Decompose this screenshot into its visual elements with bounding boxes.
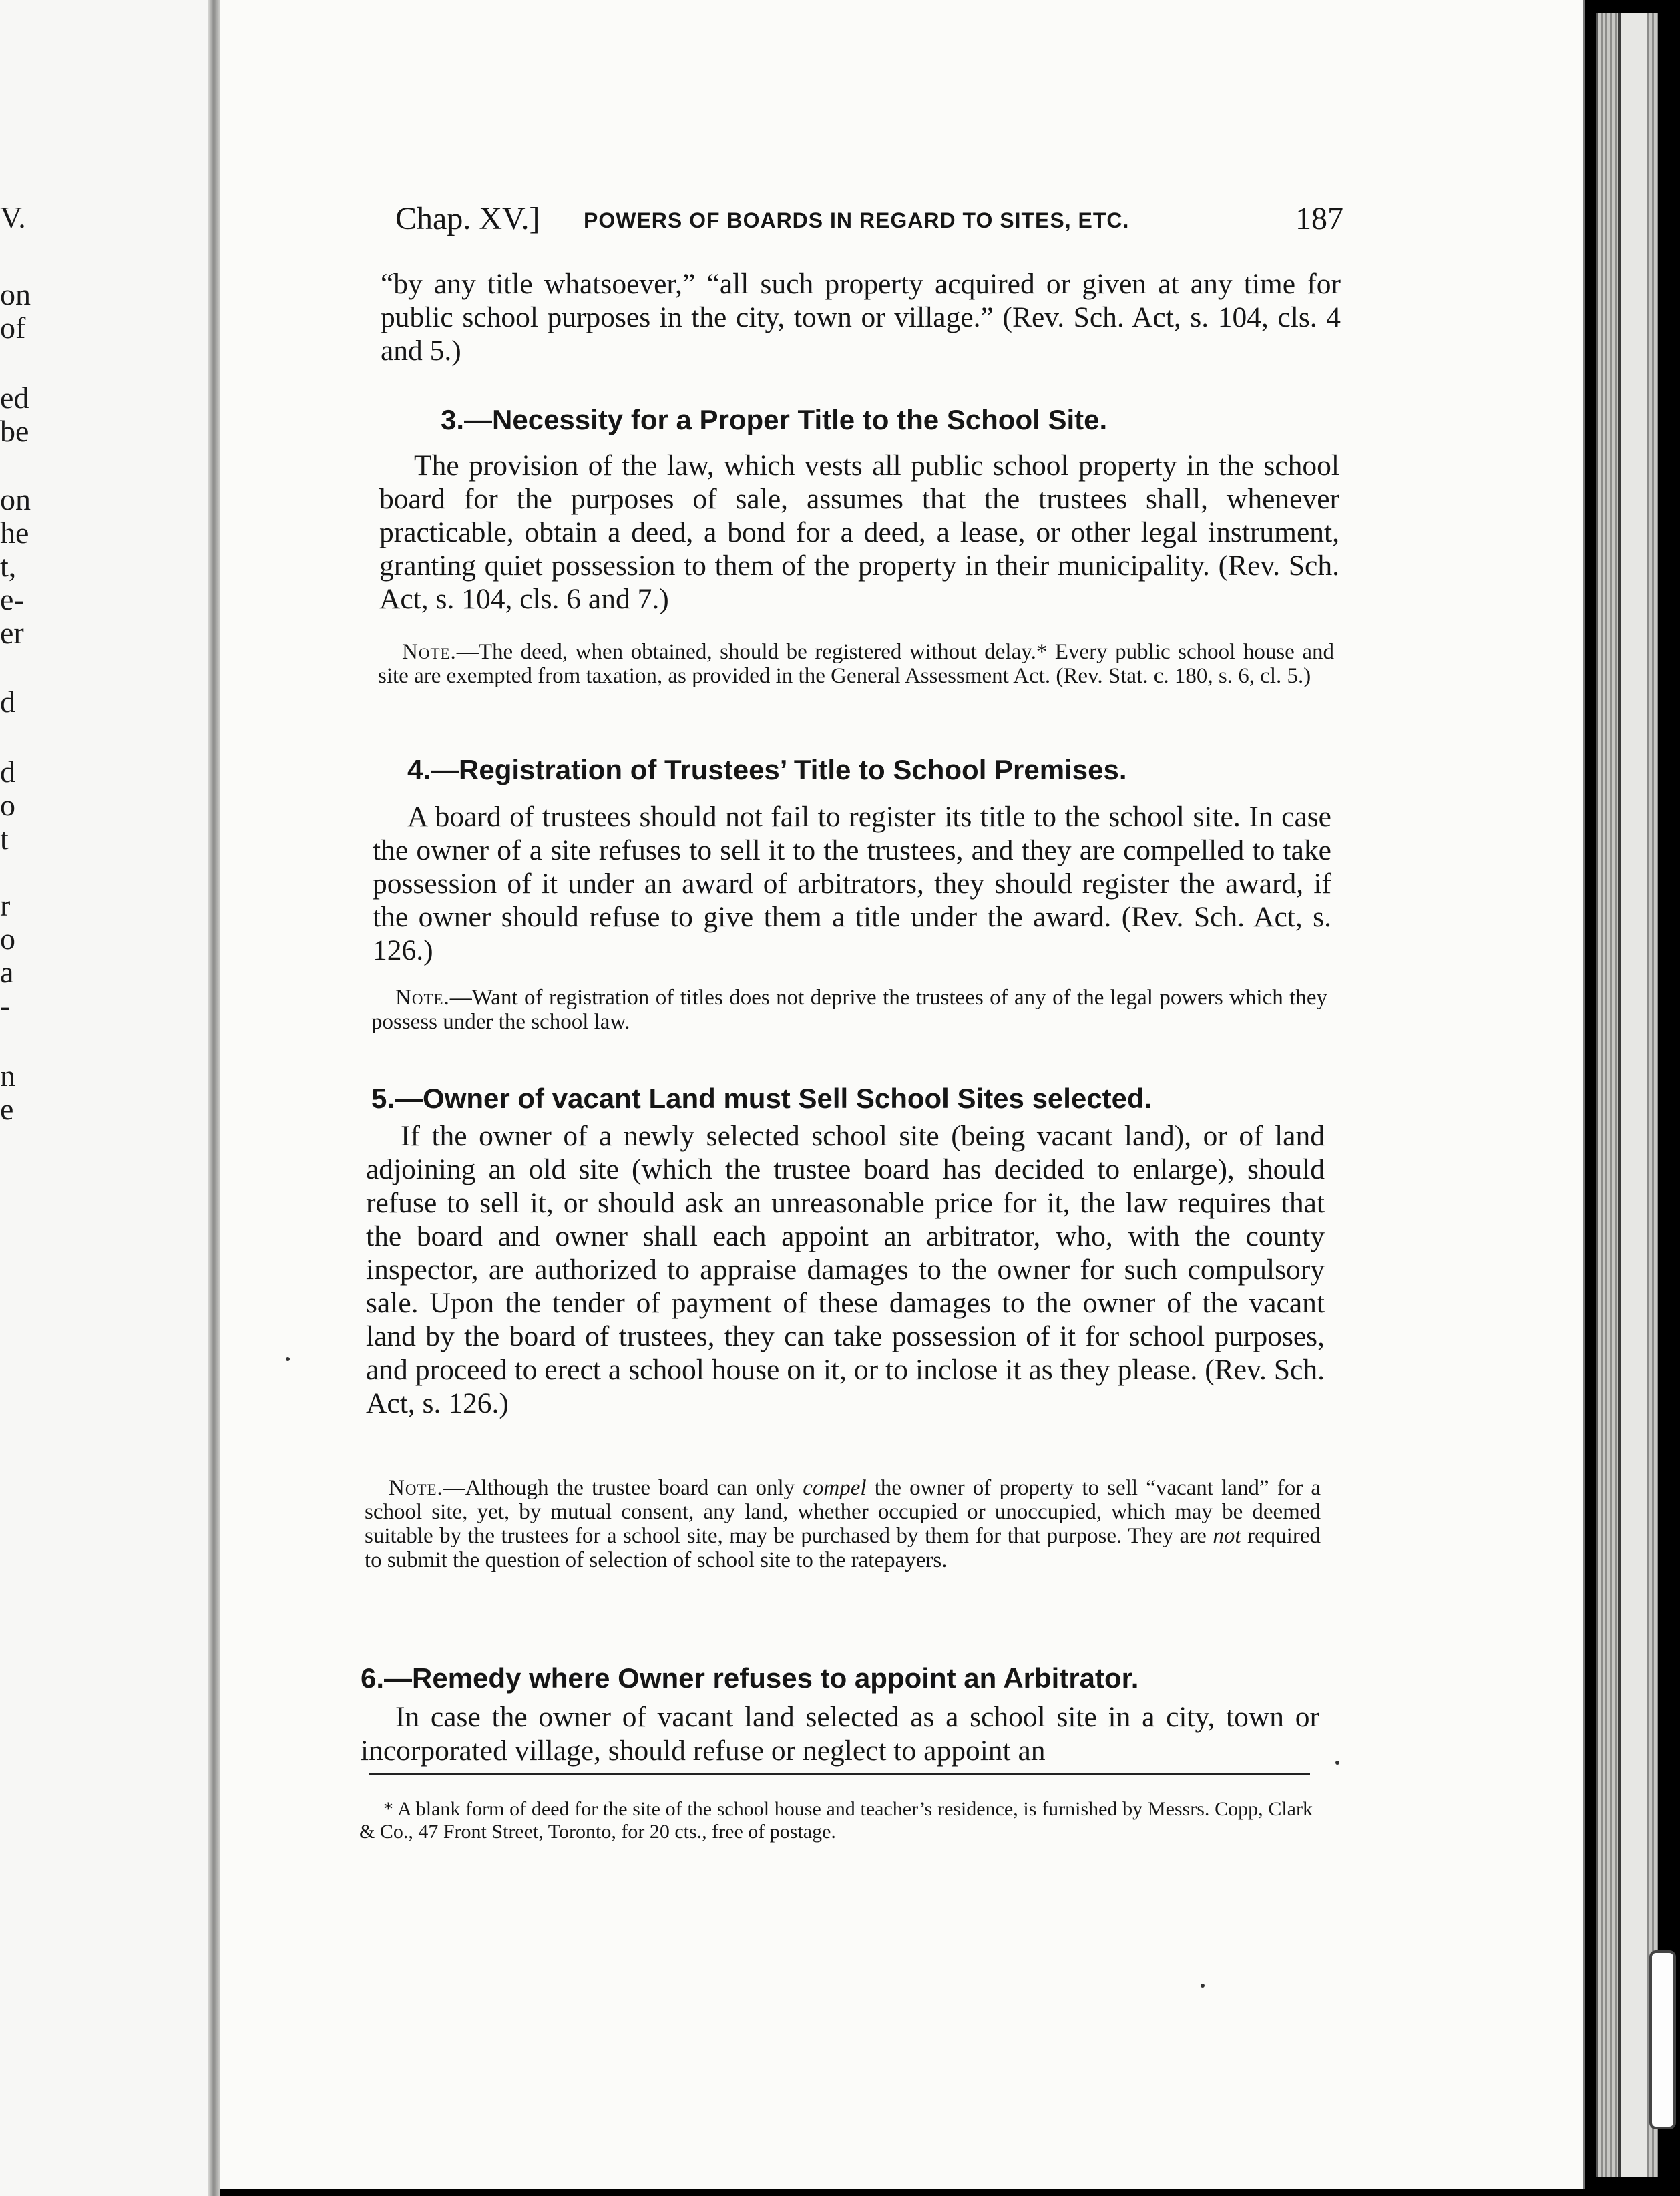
note-text: —The deed, when obtained, should be registered without delay.* Every public school house and site are exempted from taxation, as provided in the General Assessment Act. (Rev. Stat. c. 180, s. 6, cl. 5.) <box>378 640 1334 688</box>
facing-page-fragment: V. <box>0 200 26 234</box>
section-paragraph: If the owner of a newly selected school site (being vacant land), or of land adjoining an old site (which the trustee board has decided to enlarge), should refuse to sell it, or should ask an unreasonable price for it, the law requires that the board and owner shall each appoint an arbitrator, who, with the county inspector, are authorized to appraise damages to the owner for such compulsory sale. Upon the tender of payment of these damages to the owner of the vacant land by the board of trustees, they can take possession of it for school purposes, and proceed to erect a school house on it, or to inclose it as they please. (Rev. Sch. Act, s. 126.) <box>366 1120 1325 1419</box>
facing-page-fragment: t, <box>0 549 17 583</box>
facing-page-fragment: e <box>0 1092 14 1126</box>
facing-page-fragment: on <box>0 482 31 516</box>
facing-page-fragment: e- <box>0 582 24 616</box>
chapter-label: Chap. XV.] <box>395 201 540 236</box>
facing-page-fragment: d <box>0 685 15 719</box>
facing-page-fragment: r <box>0 888 11 922</box>
running-head <box>395 200 1343 243</box>
section-paragraph: The provision of the law, which vests all public school property in the school board for the purposes of sale, assumes that the trustees shall, whenever practicable, obtain a deed, a bond for a deed, a lease, or other legal instrument, granting quiet possession to them of the property in their municipality. (Rev. Sch. Act, s. 104, cls. 6 and 7.) <box>379 449 1339 615</box>
facing-page-fragment: o <box>0 922 15 956</box>
facing-page-fragment: he <box>0 516 29 550</box>
facing-page-fragment: be <box>0 414 29 448</box>
facing-page-fragment: of <box>0 311 26 345</box>
note-text: —Want of registration of titles does not deprive the trustees of any of the legal powers which they possess under the school law. <box>371 986 1327 1034</box>
section-note <box>378 640 1334 688</box>
section-heading: 6.—Remedy where Owner refuses to appoint an Arbitrator. <box>361 1662 1139 1694</box>
facing-page <box>0 0 208 2196</box>
section-heading: 4.—Registration of Trustees’ Title to School Premises. <box>407 754 1127 785</box>
facing-page-fragment: on <box>0 277 31 311</box>
page-number: 187 <box>1295 201 1343 236</box>
note-label: Note. <box>395 986 450 1010</box>
book-clasp <box>1649 1950 1676 2129</box>
section-paragraph: A board of trustees should not fail to register its title to the school site. In case the owner of a site refuses to sell it to the trustees, and they are compelled to take possession of it under an award of arbitrators, they should register the award, if the owner should refuse to give them a title under the award. (Rev. Sch. Act, s. 126.) <box>373 801 1331 966</box>
footnote: * A blank form of deed for the site of the school house and teacher’s residence, is furnished by Messrs. Copp, Clark & Co., 47 Front Street, Toronto, for 20 cts., free of postage. <box>359 1798 1313 1843</box>
scan-speck <box>286 1357 290 1361</box>
section-note <box>371 986 1327 1034</box>
running-title: POWERS OF BOARDS IN REGARD TO SITES, ETC. <box>584 208 1130 232</box>
book-gutter <box>208 0 220 2196</box>
note-emphasis: compel <box>803 1476 867 1500</box>
footnote-rule <box>369 1773 1310 1775</box>
facing-page-fragment: d <box>0 755 15 789</box>
facing-page-fragment: er <box>0 616 24 650</box>
section-note <box>365 1476 1321 1572</box>
note-label: Note. <box>389 1476 443 1500</box>
facing-page-fragment: o <box>0 788 15 822</box>
page-edges <box>1596 13 1658 2177</box>
facing-page-fragment: ed <box>0 381 29 415</box>
scan-speck <box>1201 1984 1205 1988</box>
note-text: —Although the trustee board can only <box>443 1476 803 1500</box>
note-text: the owner of property to sell “vacant land” for a school site, yet, by mutual consent, any land, whether occupied or unoccupied, which may be deemed suitable by the trustees for a school site, may be purchased by them for that purpose. They are <box>365 1476 1321 1548</box>
scan-speck <box>1335 1761 1339 1765</box>
note-label: Note. <box>402 640 457 664</box>
facing-page-fragment: - <box>0 988 11 1023</box>
note-emphasis: not <box>1213 1524 1241 1548</box>
section-heading: 3.—Necessity for a Proper Title to the School Site. <box>441 404 1108 435</box>
facing-page-fragment: t <box>0 821 9 856</box>
opening-paragraph: “by any title whatsoever,” “all such property acquired or given at any time for public school purposes in the city, town or village.” (Rev. Sch. Act, s. 104, cls. 4 and 5.) <box>381 268 1341 367</box>
section-heading: 5.—Owner of vacant Land must Sell School Sites selected. <box>371 1083 1152 1114</box>
section-paragraph: In case the owner of vacant land selected as a school site in a city, town or incorporated village, should refuse or neglect to appoint an <box>361 1701 1319 1767</box>
page-edge-tab <box>1618 13 1647 2177</box>
note-text: required to submit the question of selection of school site to the ratepayers. <box>365 1524 1321 1572</box>
facing-page-fragment: n <box>0 1059 15 1093</box>
facing-page-fragment: a <box>0 955 14 989</box>
